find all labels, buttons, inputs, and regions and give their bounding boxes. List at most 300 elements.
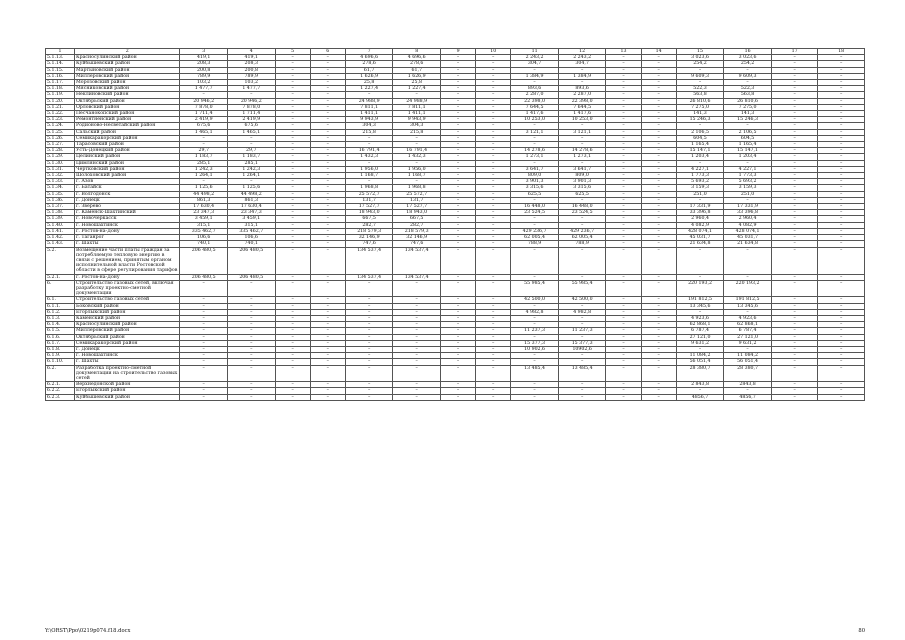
value-cell: 44 498,2 bbox=[227, 191, 275, 197]
value-cell: 206 480,5 bbox=[180, 247, 228, 274]
value-cell: 861,3 bbox=[180, 197, 228, 203]
value-cell: 33 396,8 bbox=[676, 210, 724, 216]
row-name-cell: Сальский район bbox=[74, 129, 179, 135]
value-cell: – bbox=[606, 111, 641, 117]
value-cell: 667,5 bbox=[345, 216, 393, 222]
value-cell: – bbox=[476, 309, 511, 315]
value-cell: 7 878,0 bbox=[180, 104, 228, 110]
row-name-cell: г. Таганрог bbox=[74, 235, 179, 241]
value-cell: – bbox=[771, 228, 818, 234]
value-cell: 740,1 bbox=[227, 241, 275, 247]
value-cell: 7 275,0 bbox=[724, 104, 772, 110]
value-cell: 1 465,1 bbox=[227, 129, 275, 135]
value-cell: – bbox=[818, 160, 865, 166]
value-cell: 22 398,0 bbox=[558, 98, 606, 104]
value-cell: – bbox=[227, 322, 275, 328]
value-cell: – bbox=[818, 123, 865, 129]
value-cell: 141,3 bbox=[724, 111, 772, 117]
value-cell: 2843,8 bbox=[724, 382, 772, 388]
value-cell: – bbox=[558, 303, 606, 309]
row-name-cell: г. Донецк bbox=[74, 197, 179, 203]
value-cell: – bbox=[275, 61, 310, 67]
value-cell: – bbox=[275, 309, 310, 315]
value-cell: – bbox=[345, 346, 393, 352]
value-cell: – bbox=[310, 216, 345, 222]
value-cell: – bbox=[606, 98, 641, 104]
value-cell: 208,3 bbox=[180, 61, 228, 67]
value-cell: – bbox=[771, 297, 818, 303]
value-cell: – bbox=[345, 359, 393, 365]
value-cell: – bbox=[476, 80, 511, 86]
value-cell: 14 278,6 bbox=[558, 148, 606, 154]
value-cell: – bbox=[275, 191, 310, 197]
value-cell: – bbox=[440, 274, 475, 280]
value-cell: – bbox=[180, 346, 228, 352]
value-cell: – bbox=[345, 135, 393, 141]
value-cell: 7 644,5 bbox=[558, 104, 606, 110]
value-cell: – bbox=[724, 247, 772, 274]
value-cell: – bbox=[275, 359, 310, 365]
value-cell: – bbox=[771, 359, 818, 365]
value-cell: – bbox=[641, 241, 676, 247]
value-cell: – bbox=[771, 247, 818, 274]
value-cell: – bbox=[641, 297, 676, 303]
value-cell: – bbox=[558, 394, 606, 400]
value-cell: – bbox=[440, 216, 475, 222]
value-cell: – bbox=[558, 315, 606, 321]
row-name-cell: Октябрьский район bbox=[74, 98, 179, 104]
row-number-cell: 5.1.32. bbox=[46, 173, 75, 179]
value-cell: – bbox=[818, 73, 865, 79]
header-cell: 17 bbox=[771, 49, 818, 55]
value-cell: – bbox=[310, 328, 345, 334]
value-cell: 251,0 bbox=[676, 191, 724, 197]
value-cell: – bbox=[275, 382, 310, 388]
value-cell: – bbox=[771, 216, 818, 222]
row-number-cell: 5.2. bbox=[46, 247, 75, 274]
value-cell: – bbox=[275, 67, 310, 73]
value-cell: – bbox=[606, 394, 641, 400]
value-cell: 11 084,2 bbox=[676, 353, 724, 359]
value-cell: – bbox=[641, 204, 676, 210]
value-cell: 1 968,8 bbox=[345, 185, 393, 191]
value-cell: 9 609,3 bbox=[676, 73, 724, 79]
value-cell: – bbox=[818, 135, 865, 141]
value-cell: – bbox=[227, 359, 275, 365]
value-cell: 2 106,5 bbox=[676, 129, 724, 135]
value-cell: – bbox=[393, 92, 441, 98]
value-cell: – bbox=[180, 359, 228, 365]
value-cell: – bbox=[275, 179, 310, 185]
value-cell: – bbox=[310, 160, 345, 166]
value-cell: – bbox=[275, 228, 310, 234]
value-cell: 3 159,3 bbox=[676, 185, 724, 191]
value-cell: – bbox=[676, 67, 724, 73]
value-cell: – bbox=[606, 154, 641, 160]
value-cell: – bbox=[818, 61, 865, 67]
value-cell: – bbox=[440, 197, 475, 203]
value-cell: 2 287,0 bbox=[511, 92, 559, 98]
value-cell: 14 278,6 bbox=[511, 148, 559, 154]
value-cell: – bbox=[227, 315, 275, 321]
row-number-cell: 5.1.15. bbox=[46, 67, 75, 73]
value-cell: – bbox=[310, 142, 345, 148]
row-name-cell: Ремонтненский район bbox=[74, 117, 179, 123]
value-cell: – bbox=[476, 61, 511, 67]
value-cell: – bbox=[476, 129, 511, 135]
value-cell: – bbox=[771, 340, 818, 346]
row-number-cell: 6.2. bbox=[46, 365, 75, 382]
value-cell: 1 477,7 bbox=[180, 86, 228, 92]
value-cell: 1 477,7 bbox=[227, 86, 275, 92]
value-cell: – bbox=[440, 129, 475, 135]
value-cell: – bbox=[440, 123, 475, 129]
row-name-cell: Тарасовский район bbox=[74, 142, 179, 148]
value-cell: 3 641,7 bbox=[558, 166, 606, 172]
value-cell: 1 384,9 bbox=[511, 73, 559, 79]
value-cell: – bbox=[275, 123, 310, 129]
value-cell: – bbox=[310, 55, 345, 61]
value-cell: – bbox=[641, 80, 676, 86]
value-cell: – bbox=[393, 388, 441, 394]
value-cell: – bbox=[606, 55, 641, 61]
value-cell: 282,7 bbox=[345, 222, 393, 228]
value-cell: – bbox=[476, 241, 511, 247]
value-cell: 2 843,8 bbox=[676, 382, 724, 388]
value-cell: – bbox=[511, 334, 559, 340]
value-cell: 2 287,0 bbox=[558, 92, 606, 98]
value-cell: – bbox=[227, 388, 275, 394]
value-cell: 7 644,5 bbox=[511, 104, 559, 110]
value-cell: – bbox=[345, 92, 393, 98]
value-cell: – bbox=[393, 280, 441, 297]
value-cell: – bbox=[771, 334, 818, 340]
value-cell: – bbox=[275, 80, 310, 86]
value-cell: – bbox=[771, 179, 818, 185]
row-number-cell: 5.1.13. bbox=[46, 55, 75, 61]
value-cell: 1 956,0 bbox=[393, 166, 441, 172]
row-number-cell: 5.1.29. bbox=[46, 154, 75, 160]
value-cell: – bbox=[818, 222, 865, 228]
value-cell: 2 106,5 bbox=[724, 129, 772, 135]
value-cell: – bbox=[440, 92, 475, 98]
value-cell: 20 946,2 bbox=[227, 98, 275, 104]
value-cell: 9 943,9 bbox=[393, 117, 441, 123]
row-name-cell: г. Новошахтинск bbox=[74, 222, 179, 228]
value-cell: – bbox=[818, 328, 865, 334]
value-cell: – bbox=[818, 315, 865, 321]
value-cell: – bbox=[558, 142, 606, 148]
value-cell: – bbox=[440, 334, 475, 340]
row-number-cell: 5.1.19. bbox=[46, 92, 75, 98]
value-cell: – bbox=[641, 104, 676, 110]
value-cell: – bbox=[227, 334, 275, 340]
row-name-cell: Шолоховский район bbox=[74, 173, 179, 179]
value-cell: – bbox=[818, 382, 865, 388]
value-cell: 1 203,4 bbox=[724, 154, 772, 160]
value-cell: 13 485,4 bbox=[558, 365, 606, 382]
value-cell: 251,0 bbox=[724, 191, 772, 197]
value-cell: – bbox=[476, 388, 511, 394]
value-cell: 32 146,9 bbox=[345, 235, 393, 241]
value-cell: – bbox=[476, 204, 511, 210]
value-cell: – bbox=[606, 67, 641, 73]
value-cell: – bbox=[275, 160, 310, 166]
value-cell: – bbox=[818, 204, 865, 210]
value-cell: – bbox=[724, 160, 772, 166]
value-cell: 3 121,1 bbox=[558, 129, 606, 135]
file-path-label: Y:\ORST\Ppo\0219p074.f18.docx bbox=[45, 628, 131, 634]
value-cell: 42 500,0 bbox=[511, 297, 559, 303]
value-cell: – bbox=[476, 142, 511, 148]
value-cell: – bbox=[440, 61, 475, 67]
value-cell: 1 203,4 bbox=[676, 154, 724, 160]
value-cell: – bbox=[275, 129, 310, 135]
value-cell: – bbox=[771, 346, 818, 352]
value-cell: – bbox=[771, 148, 818, 154]
value-cell: 16 448,0 bbox=[511, 204, 559, 210]
value-cell: – bbox=[310, 197, 345, 203]
value-cell: – bbox=[310, 104, 345, 110]
row-name-cell: Строительство газовых сетей, включая разработку проектно-сметной документации bbox=[74, 280, 179, 297]
value-cell: – bbox=[771, 280, 818, 297]
value-cell: – bbox=[227, 142, 275, 148]
value-cell: – bbox=[310, 353, 345, 359]
value-cell: – bbox=[180, 280, 228, 297]
value-cell: 200,8 bbox=[227, 67, 275, 73]
row-number-cell: 6.1.5. bbox=[46, 328, 75, 334]
value-cell: – bbox=[606, 322, 641, 328]
value-cell: – bbox=[440, 359, 475, 365]
value-cell: 13 345,6 bbox=[676, 303, 724, 309]
value-cell: – bbox=[275, 340, 310, 346]
row-number-cell: 5.1.14. bbox=[46, 61, 75, 67]
value-cell: – bbox=[771, 55, 818, 61]
value-cell: 675,6 bbox=[227, 123, 275, 129]
value-cell: 2 960,4 bbox=[676, 216, 724, 222]
value-cell: 4856,7 bbox=[724, 394, 772, 400]
value-cell: – bbox=[180, 135, 228, 141]
value-cell: – bbox=[310, 346, 345, 352]
value-cell: – bbox=[476, 353, 511, 359]
value-cell: 3 641,7 bbox=[511, 166, 559, 172]
row-number-cell: 5.1.40. bbox=[46, 222, 75, 228]
value-cell: – bbox=[393, 160, 441, 166]
value-cell: – bbox=[227, 297, 275, 303]
value-cell: – bbox=[641, 154, 676, 160]
row-name-cell: Егорлыкский район bbox=[74, 388, 179, 394]
row-number-cell: 6.1.4. bbox=[46, 322, 75, 328]
value-cell: – bbox=[606, 92, 641, 98]
value-cell: – bbox=[476, 173, 511, 179]
value-cell: – bbox=[180, 297, 228, 303]
value-cell: 141,3 bbox=[676, 111, 724, 117]
value-cell: 522,3 bbox=[676, 86, 724, 92]
value-cell: – bbox=[771, 80, 818, 86]
value-cell: 4856,7 bbox=[676, 394, 724, 400]
value-cell: 55 985,4 bbox=[511, 280, 559, 297]
value-cell: – bbox=[476, 166, 511, 172]
value-cell: – bbox=[345, 353, 393, 359]
value-cell: 809,0 bbox=[558, 173, 606, 179]
value-cell: – bbox=[476, 111, 511, 117]
value-cell: – bbox=[818, 359, 865, 365]
value-cell: 740,1 bbox=[180, 241, 228, 247]
value-cell: – bbox=[606, 274, 641, 280]
value-cell: 675,6 bbox=[180, 123, 228, 129]
value-cell: – bbox=[345, 382, 393, 388]
value-cell: 4 696,6 bbox=[393, 55, 441, 61]
row-number-cell: 5.1.20. bbox=[46, 98, 75, 104]
value-cell: – bbox=[180, 179, 228, 185]
value-cell: – bbox=[345, 303, 393, 309]
value-cell: 1 168,7 bbox=[345, 173, 393, 179]
value-cell: – bbox=[476, 55, 511, 61]
value-cell: 33 396,8 bbox=[724, 210, 772, 216]
value-cell: – bbox=[275, 365, 310, 382]
value-cell: – bbox=[641, 73, 676, 79]
row-name-cell: г. Новошахтинск bbox=[74, 353, 179, 359]
value-cell: – bbox=[180, 328, 228, 334]
value-cell: – bbox=[310, 67, 345, 73]
value-cell: – bbox=[606, 280, 641, 297]
value-cell: – bbox=[227, 346, 275, 352]
value-cell: – bbox=[641, 98, 676, 104]
value-cell: 23 524,5 bbox=[511, 210, 559, 216]
header-cell: 13 bbox=[606, 49, 641, 55]
value-cell: – bbox=[476, 346, 511, 352]
row-name-cell: Неклиновский район bbox=[74, 92, 179, 98]
row-name-cell: Каменский район bbox=[74, 315, 179, 321]
value-cell: – bbox=[180, 365, 228, 382]
value-cell: – bbox=[606, 382, 641, 388]
value-cell: – bbox=[393, 179, 441, 185]
value-cell: – bbox=[275, 280, 310, 297]
row-number-cell: 5.1.43. bbox=[46, 241, 75, 247]
value-cell: – bbox=[310, 148, 345, 154]
value-cell: – bbox=[676, 346, 724, 352]
value-cell: – bbox=[310, 166, 345, 172]
value-cell: 9 609,3 bbox=[724, 73, 772, 79]
row-number-cell: 6.1.7. bbox=[46, 340, 75, 346]
value-cell: 315,1 bbox=[227, 222, 275, 228]
value-cell: 3 023,6 bbox=[724, 55, 772, 61]
header-cell: 16 bbox=[724, 49, 772, 55]
value-cell: – bbox=[310, 394, 345, 400]
row-number-cell: 5.1.33. bbox=[46, 179, 75, 185]
value-cell: 419,1 bbox=[180, 55, 228, 61]
value-cell: – bbox=[641, 55, 676, 61]
value-cell: 522,3 bbox=[724, 86, 772, 92]
value-cell: – bbox=[511, 142, 559, 148]
value-cell: – bbox=[771, 309, 818, 315]
value-cell: – bbox=[227, 135, 275, 141]
value-cell: – bbox=[771, 86, 818, 92]
value-cell: – bbox=[641, 67, 676, 73]
row-name-cell: г. Волгодонск bbox=[74, 191, 179, 197]
value-cell: – bbox=[310, 135, 345, 141]
value-cell: – bbox=[275, 154, 310, 160]
value-cell: 1 165,4 bbox=[676, 142, 724, 148]
value-cell: – bbox=[511, 123, 559, 129]
row-name-cell: Красносулинский район bbox=[74, 55, 179, 61]
value-cell: – bbox=[511, 394, 559, 400]
row-name-cell: Семикаракорский район bbox=[74, 135, 179, 141]
page-number: 80 bbox=[858, 628, 865, 634]
value-cell: 56 051,4 bbox=[724, 359, 772, 365]
row-number-cell: 5.1.21. bbox=[46, 104, 75, 110]
value-cell: – bbox=[771, 353, 818, 359]
row-number-cell: 5.1.24. bbox=[46, 123, 75, 129]
value-cell: 25 572,7 bbox=[345, 191, 393, 197]
value-cell: – bbox=[476, 104, 511, 110]
value-cell: 25,8 bbox=[393, 80, 441, 86]
value-cell: – bbox=[227, 340, 275, 346]
value-cell: – bbox=[180, 340, 228, 346]
value-cell: 2 419,9 bbox=[180, 117, 228, 123]
value-cell: – bbox=[641, 166, 676, 172]
value-cell: 45 031,7 bbox=[724, 235, 772, 241]
value-cell: 7 878,0 bbox=[227, 104, 275, 110]
value-cell: – bbox=[275, 322, 310, 328]
value-cell: – bbox=[476, 92, 511, 98]
value-cell: – bbox=[440, 154, 475, 160]
value-cell: 1 411,1 bbox=[345, 111, 393, 117]
value-cell: – bbox=[440, 210, 475, 216]
value-cell: – bbox=[606, 197, 641, 203]
value-cell: – bbox=[476, 73, 511, 79]
value-cell: 3 023,6 bbox=[676, 55, 724, 61]
value-cell: – bbox=[771, 117, 818, 123]
row-number-cell: 6.2.1. bbox=[46, 382, 75, 388]
value-cell: 25,8 bbox=[345, 80, 393, 86]
value-cell: – bbox=[511, 274, 559, 280]
value-cell: 206 480,5 bbox=[180, 274, 228, 280]
value-cell: 419,1 bbox=[227, 55, 275, 61]
row-name-cell: Куйбышевский район bbox=[74, 394, 179, 400]
value-cell: – bbox=[440, 117, 475, 123]
value-cell: – bbox=[440, 80, 475, 86]
value-cell: 21 634,8 bbox=[724, 241, 772, 247]
value-cell: – bbox=[180, 334, 228, 340]
value-cell: – bbox=[476, 86, 511, 92]
header-cell: 15 bbox=[676, 49, 724, 55]
header-cell: 5 bbox=[275, 49, 310, 55]
value-cell: – bbox=[818, 80, 865, 86]
value-cell: 27 121,0 bbox=[724, 334, 772, 340]
value-cell: 1 264,1 bbox=[227, 173, 275, 179]
row-number-cell: 5.1.17. bbox=[46, 80, 75, 86]
value-cell: – bbox=[476, 328, 511, 334]
row-name-cell: г. Новочеркасск bbox=[74, 216, 179, 222]
value-cell: – bbox=[558, 197, 606, 203]
value-cell: 16 791,4 bbox=[393, 148, 441, 154]
value-cell: – bbox=[227, 280, 275, 297]
value-cell: 5 693,2 bbox=[724, 179, 772, 185]
value-cell: 4 982,8 bbox=[511, 309, 559, 315]
value-cell: – bbox=[558, 274, 606, 280]
value-cell: – bbox=[606, 388, 641, 394]
value-cell: – bbox=[476, 297, 511, 303]
value-cell: – bbox=[558, 135, 606, 141]
value-cell: 3 315,6 bbox=[511, 185, 559, 191]
value-cell: – bbox=[227, 394, 275, 400]
value-cell: 4 982,8 bbox=[558, 309, 606, 315]
value-cell: – bbox=[476, 303, 511, 309]
row-name-cell: Октябрьский район bbox=[74, 334, 179, 340]
value-cell: – bbox=[641, 359, 676, 365]
value-cell: – bbox=[511, 247, 559, 274]
